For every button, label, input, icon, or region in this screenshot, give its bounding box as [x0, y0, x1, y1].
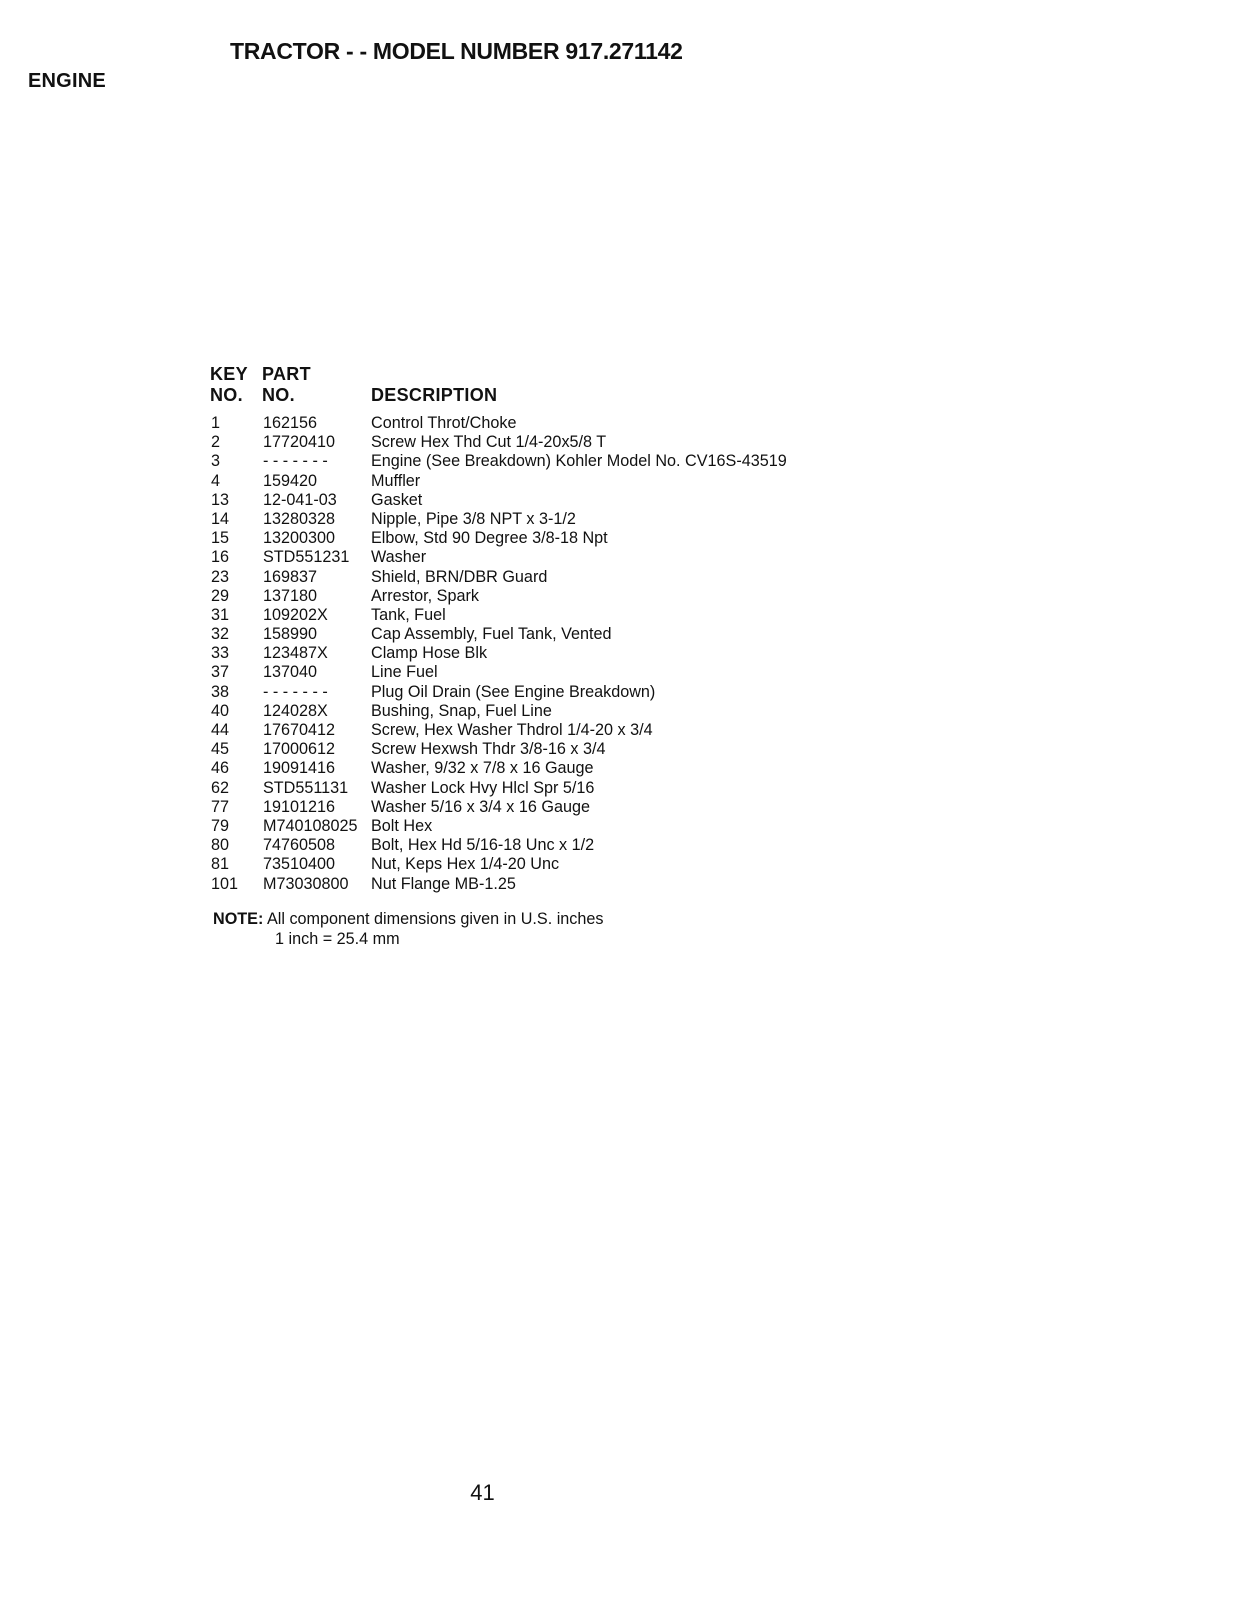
description-header: DESCRIPTION: [371, 385, 498, 405]
key-header-bottom: NO.: [210, 385, 243, 405]
note-label: NOTE:: [213, 910, 264, 928]
part-number: M740108025: [263, 816, 358, 835]
key-header-top: KEY: [210, 364, 248, 384]
key-number: 80: [211, 836, 230, 855]
part-description: Washer Lock Hvy Hlcl Spr 5/16: [371, 778, 595, 797]
part-description: Bolt Hex: [371, 816, 433, 835]
key-number: 2: [211, 433, 221, 452]
key-number: 101: [211, 874, 239, 893]
part-number: 159420: [263, 471, 318, 490]
part-number: 169837: [263, 567, 318, 586]
part-number: 74760508: [263, 836, 336, 855]
part-number: 13200300: [263, 529, 336, 548]
page-number: 41: [470, 1480, 495, 1505]
section-heading: ENGINE: [28, 70, 106, 92]
note-line-1: All component dimensions given in U.S. inches: [266, 910, 604, 928]
part-description: Engine (See Breakdown) Kohler Model No. CV16S-43519: [371, 452, 787, 471]
part-number: 158990: [263, 625, 318, 644]
part-description: Washer: [371, 548, 427, 567]
part-description: Nut Flange MB-1.25: [371, 874, 516, 893]
part-number: M73030800: [263, 874, 349, 893]
part-description: Washer 5/16 x 3/4 x 16 Gauge: [371, 797, 590, 816]
key-number: 81: [211, 855, 230, 874]
page-title: TRACTOR - - MODEL NUMBER 917.271142: [230, 38, 683, 64]
part-description: Shield, BRN/DBR Guard: [371, 567, 548, 586]
part-header-bottom: NO.: [262, 385, 295, 405]
key-number: 45: [211, 740, 230, 759]
key-number: 62: [211, 778, 230, 797]
part-description: Bolt, Hex Hd 5/16-18 Unc x 1/2: [371, 836, 595, 855]
part-description: Bushing, Snap, Fuel Line: [371, 701, 552, 720]
key-number: 1: [211, 414, 221, 432]
part-number: 17670412: [263, 721, 336, 739]
part-description: Cap Assembly, Fuel Tank, Vented: [371, 625, 612, 644]
part-number: STD551131: [263, 778, 349, 797]
key-number: 23: [211, 567, 230, 586]
part-description: Screw Hexwsh Thdr 3/8-16 x 3/4: [371, 740, 606, 759]
part-number: 17720410: [263, 433, 336, 452]
part-number: 17000612: [263, 740, 336, 759]
key-number: 15: [211, 529, 230, 548]
part-number: 109202X: [263, 605, 328, 624]
key-number: 33: [211, 644, 230, 663]
key-number: 3: [211, 452, 221, 471]
part-header-top: PART: [262, 364, 311, 384]
key-number: 32: [211, 625, 230, 644]
part-description: Gasket: [371, 490, 423, 509]
part-description: Control Throt/Choke: [371, 414, 517, 432]
key-number: 37: [211, 663, 230, 682]
part-description: Muffler: [371, 471, 421, 490]
part-number: - - - - - - -: [263, 682, 328, 701]
part-description: Screw, Hex Washer Thdrol 1/4-20 x 3/4: [371, 721, 653, 739]
part-number: 137040: [263, 663, 318, 682]
part-description: Nut, Keps Hex 1/4-20 Unc: [371, 855, 560, 874]
part-description: Arrestor, Spark: [371, 586, 479, 605]
part-description: Line Fuel: [371, 663, 438, 682]
part-description: Plug Oil Drain (See Engine Breakdown): [371, 682, 656, 701]
part-description: Elbow, Std 90 Degree 3/8-18 Npt: [371, 529, 608, 548]
part-number: 124028X: [263, 701, 328, 720]
part-number: 73510400: [263, 855, 336, 874]
part-number: - - - - - - -: [263, 452, 328, 471]
part-number: 13280328: [263, 509, 336, 528]
key-number: 16: [211, 548, 230, 567]
key-number: 79: [211, 816, 230, 835]
note-line-2: 1 inch = 25.4 mm: [275, 930, 400, 948]
key-number: 14: [211, 509, 230, 528]
part-description: Nipple, Pipe 3/8 NPT x 3-1/2: [371, 509, 576, 528]
part-description: Tank, Fuel: [371, 605, 446, 624]
note: [213, 909, 603, 949]
part-description: Washer, 9/32 x 7/8 x 16 Gauge: [371, 759, 594, 778]
part-number: 123487X: [263, 644, 328, 663]
key-number: 31: [211, 605, 230, 624]
part-number: 19101216: [263, 797, 336, 816]
key-number: 29: [211, 586, 230, 605]
key-number: 38: [211, 682, 230, 701]
key-number: 4: [211, 471, 221, 490]
key-number: 46: [211, 759, 230, 778]
part-description: Clamp Hose Blk: [371, 644, 488, 663]
part-number: 12-041-03: [263, 490, 337, 509]
key-number: 77: [211, 797, 230, 816]
part-description: Screw Hex Thd Cut 1/4-20x5/8 T: [371, 433, 607, 452]
key-number: 44: [211, 721, 230, 739]
key-number: 13: [211, 490, 230, 509]
key-number: 40: [211, 701, 230, 720]
part-number: 162156: [263, 414, 318, 432]
part-number: STD551231: [263, 548, 350, 567]
part-number: 19091416: [263, 759, 336, 778]
part-number: 137180: [263, 586, 318, 605]
